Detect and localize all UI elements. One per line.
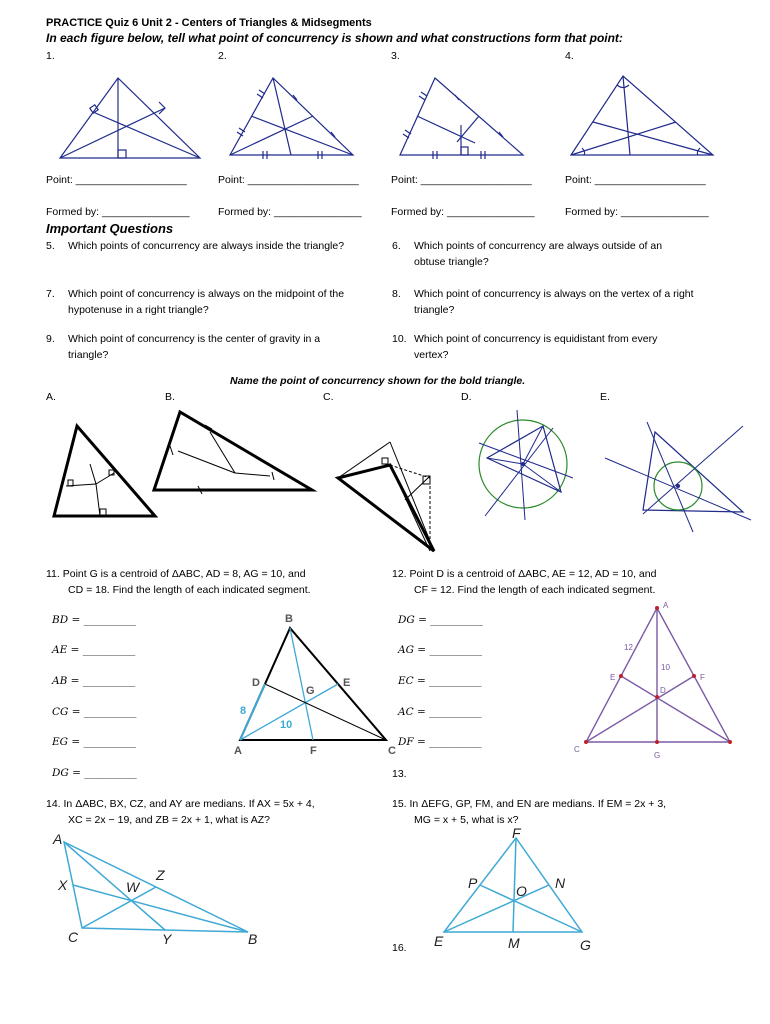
q15-label-e: E [434, 933, 444, 949]
q8-text-2: triangle? [414, 304, 455, 316]
q11-label-10: 10 [280, 719, 293, 731]
figure-3-triangle [395, 70, 545, 165]
q12-line2: CF = 12. Find the length of each indicated segment. [414, 584, 656, 596]
q12-label-f: F [700, 673, 705, 682]
q12-line1: 12. Point D is a centroid of ΔABC, AE = 12, AD = 10, and [392, 568, 657, 580]
bold-figure-c [330, 440, 450, 555]
q12-figure [570, 598, 745, 763]
q12-df[interactable]: DF = __________ [398, 736, 482, 748]
q11-figure [228, 610, 396, 760]
q14-label-b: B [248, 931, 258, 947]
q6-number: 6. [392, 240, 401, 252]
figure-1-triangle [55, 70, 205, 165]
q8-number: 8. [392, 288, 401, 300]
q6-text-2: obtuse triangle? [414, 256, 489, 268]
q12-label-10: 10 [661, 663, 670, 672]
q11-label-a: A [234, 745, 242, 757]
q12-ac[interactable]: AC = __________ [398, 706, 482, 718]
q5-number: 5. [46, 240, 55, 252]
q14-label-w: W [126, 879, 140, 895]
letter-e: E. [600, 391, 610, 403]
figure-number-3: 3. [391, 50, 400, 62]
q11-label-g: G [306, 685, 315, 697]
figure-number-2: 2. [218, 50, 227, 62]
q14-line1: 14. In ΔABC, BX, CZ, and AY are medians. If AX = 5x + 4, [46, 798, 315, 810]
q14-label-y: Y [162, 931, 172, 947]
q11-label-8: 8 [240, 705, 247, 717]
important-heading: Important Questions [46, 221, 174, 236]
q15-label-n: N [555, 875, 566, 891]
instructions: In each figure below, tell what point of concurrency is shown and what constructions form that point: [46, 31, 623, 45]
q11-label-d: D [252, 677, 260, 689]
bold-figure-a [50, 420, 160, 520]
q14-label-z: Z [156, 867, 165, 883]
q15-label-f: F [512, 825, 521, 841]
figure-number-1: 1. [46, 50, 55, 62]
q9-text-2: triangle? [68, 349, 109, 361]
q14-label-c: C [68, 929, 79, 945]
q11-label-c: C [388, 745, 396, 757]
q14-line2: XC = 2x − 19, and ZB = 2x + 1, what is AZ? [68, 814, 270, 826]
point-blank-4[interactable]: Point: ___________________ [565, 174, 706, 186]
q12-label-e: E [610, 673, 616, 682]
point-blank-2[interactable]: Point: ___________________ [218, 174, 359, 186]
q15-figure [430, 826, 600, 954]
letter-b: B. [165, 391, 175, 403]
bold-figure-b [150, 410, 320, 510]
q12-dg[interactable]: DG = __________ [398, 614, 483, 626]
formed-blank-2[interactable]: Formed by: _______________ [218, 206, 362, 218]
q10-text-1: Which point of concurrency is equidistant from every [414, 333, 658, 345]
q10-text-2: vertex? [414, 349, 449, 361]
q12-ec[interactable]: EC = __________ [398, 675, 482, 687]
q7-number: 7. [46, 288, 55, 300]
q15-line1: 15. In ΔEFG, GP, FM, and EN are medians. If EM = 2x + 3, [392, 798, 667, 810]
q11-ab[interactable]: AB = __________ [52, 675, 136, 687]
point-blank-3[interactable]: Point: ___________________ [391, 174, 532, 186]
formed-blank-3[interactable]: Formed by: _______________ [391, 206, 535, 218]
q11-label-b: B [285, 613, 293, 625]
q12-label-d: D [660, 686, 666, 695]
q12-label-c: C [574, 745, 580, 754]
letter-c: C. [323, 391, 334, 403]
q9-text-1: Which point of concurrency is the center of gravity in a [68, 333, 321, 345]
q16-number: 16. [392, 942, 407, 954]
q6-text-1: Which points of concurrency are always outside of an [414, 240, 663, 252]
q12-label-g: G [654, 751, 661, 760]
point-blank-1[interactable]: Point: ___________________ [46, 174, 187, 186]
formed-blank-4[interactable]: Formed by: _______________ [565, 206, 709, 218]
q11-dg[interactable]: DG = __________ [52, 767, 137, 779]
q7-text-2: hypotenuse in a right triangle? [68, 304, 209, 316]
letter-a: A. [46, 391, 56, 403]
q15-label-g: G [580, 937, 591, 953]
figure-number-4: 4. [565, 50, 574, 62]
q11-cg[interactable]: CG = __________ [52, 706, 137, 718]
q15-line2: MG = x + 5, what is x? [414, 814, 519, 826]
bold-figure-e [603, 420, 753, 535]
bold-section-heading: Name the point of concurrency shown for the bold triangle. [230, 375, 526, 387]
q12-ag[interactable]: AG = __________ [398, 644, 482, 656]
letter-d: D. [461, 391, 472, 403]
q11-ae[interactable]: AE = __________ [52, 644, 136, 656]
q5-text: Which points of concurrency are always inside the triangle? [68, 240, 345, 252]
q8-text-1: Which point of concurrency is always on the vertex of a right [414, 288, 694, 300]
q15-label-m: M [508, 935, 520, 951]
q11-eg[interactable]: EG = __________ [52, 736, 137, 748]
q15-label-o: O [516, 883, 527, 899]
q9-number: 9. [46, 333, 55, 345]
bold-figure-d [465, 408, 580, 538]
figure-2-triangle [225, 70, 375, 165]
figure-4-triangle [568, 70, 718, 165]
q13-number: 13. [392, 768, 407, 780]
q12-label-a: A [663, 601, 669, 610]
q11-label-f: F [310, 745, 317, 757]
q11-bd[interactable]: BD = __________ [52, 614, 137, 626]
formed-blank-1[interactable]: Formed by: _______________ [46, 206, 190, 218]
q14-label-a: A [53, 831, 63, 847]
q10-number: 10. [392, 333, 407, 345]
q14-figure [50, 828, 280, 948]
q7-text-1: Which point of concurrency is always on the midpoint of the [68, 288, 345, 300]
q14-label-x: X [58, 877, 68, 893]
q12-label-12: 12 [624, 643, 633, 652]
q11-line2: CD = 18. Find the length of each indicated segment. [68, 584, 311, 596]
q15-label-p: P [468, 875, 478, 891]
page-title: PRACTICE Quiz 6 Unit 2 - Centers of Triangles & Midsegments [46, 17, 372, 29]
q11-line1: 11. Point G is a centroid of ΔABC, AD = 8, AG = 10, and [46, 568, 306, 580]
q11-label-e: E [343, 677, 351, 689]
